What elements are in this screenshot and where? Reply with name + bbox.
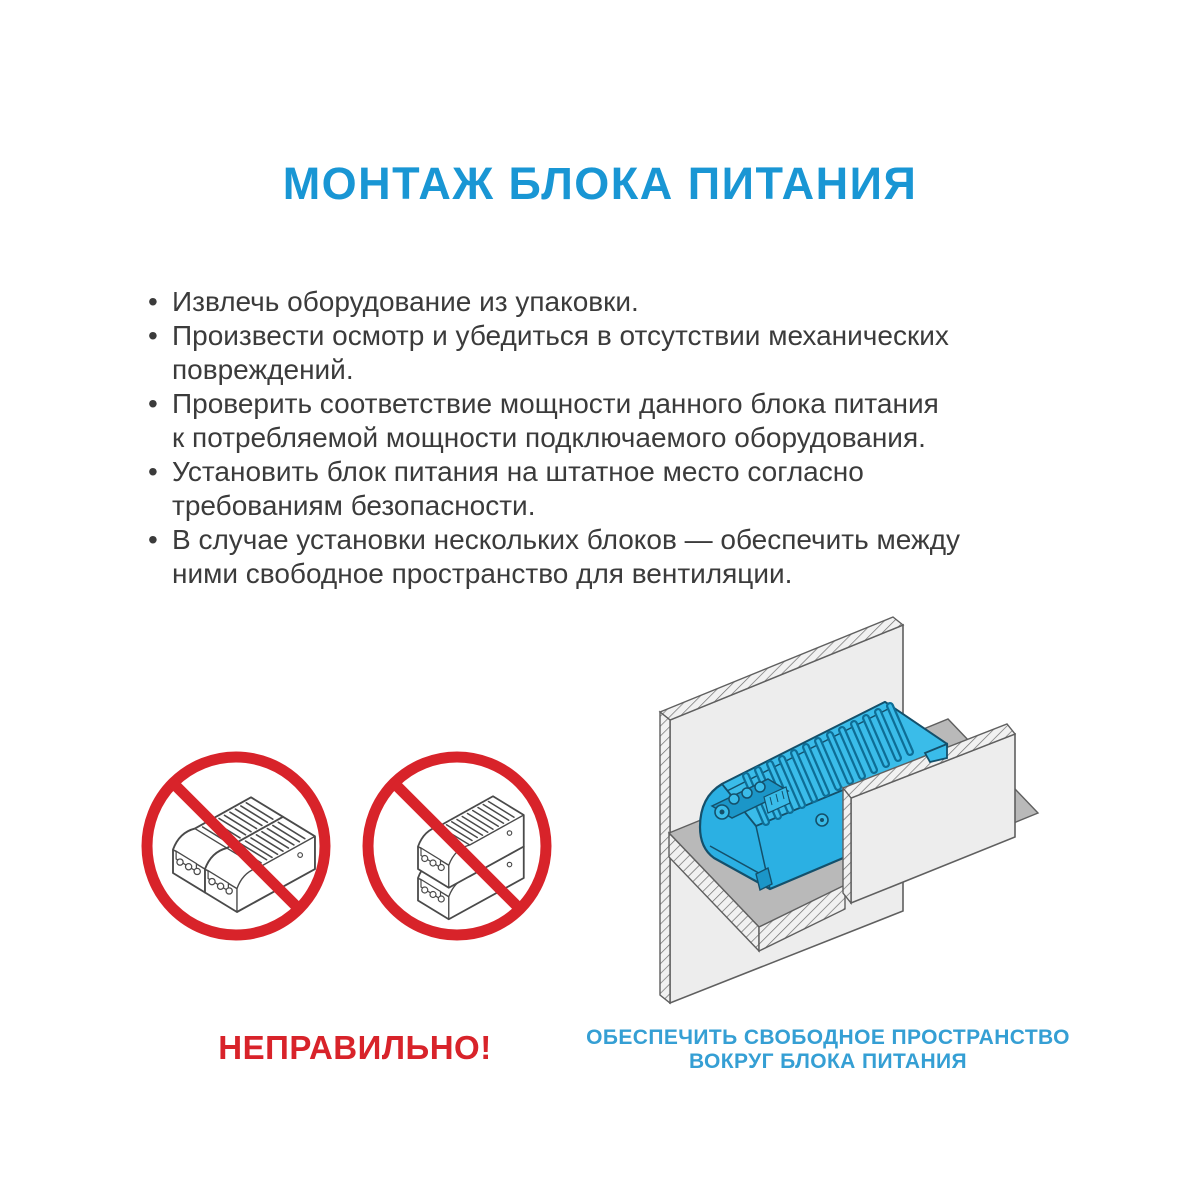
correct-caption bbox=[578, 1026, 1078, 1074]
instruction-text: требованиям безопасности. bbox=[172, 490, 536, 521]
instruction-text: Установить блок питания на штатное место согласно bbox=[172, 456, 864, 487]
instruction-text: Проверить соответствие мощности данного блока питания bbox=[172, 388, 939, 419]
page-title: МОНТАЖ БЛОКА ПИТАНИЯ bbox=[282, 158, 918, 209]
instruction-text: к потребляемой мощности подключаемого оборудования. bbox=[172, 422, 926, 453]
instruction-text: В случае установки нескольких блоков — обеспечить между bbox=[172, 524, 961, 555]
no-stacked-mounting-icon bbox=[368, 757, 546, 935]
wrong-caption: НЕПРАВИЛЬНО! bbox=[218, 1029, 492, 1066]
instruction-text: повреждений. bbox=[172, 354, 354, 385]
correct-caption-line1: ОБЕСПЕЧИТЬ СВОБОДНОЕ ПРОСТРАНСТВО bbox=[586, 1026, 1070, 1049]
bullet-marker: • bbox=[148, 286, 158, 317]
bullet-marker: • bbox=[148, 524, 158, 555]
instruction-text: Извлечь оборудование из упаковки. bbox=[172, 286, 639, 317]
bullet-marker: • bbox=[148, 456, 158, 487]
correct-caption-line2: ВОКРУГ БЛОКА ПИТАНИЯ bbox=[689, 1050, 967, 1073]
instruction-text: ними свободное пространство для вентиляции. bbox=[172, 558, 793, 589]
bullet-marker: • bbox=[148, 320, 158, 351]
bullet-marker: • bbox=[148, 388, 158, 419]
no-side-by-side-mounting-icon bbox=[147, 757, 325, 935]
instruction-text: Произвести осмотр и убедиться в отсутствии механических bbox=[172, 320, 949, 351]
correct-installation-diagram bbox=[660, 617, 1038, 1003]
